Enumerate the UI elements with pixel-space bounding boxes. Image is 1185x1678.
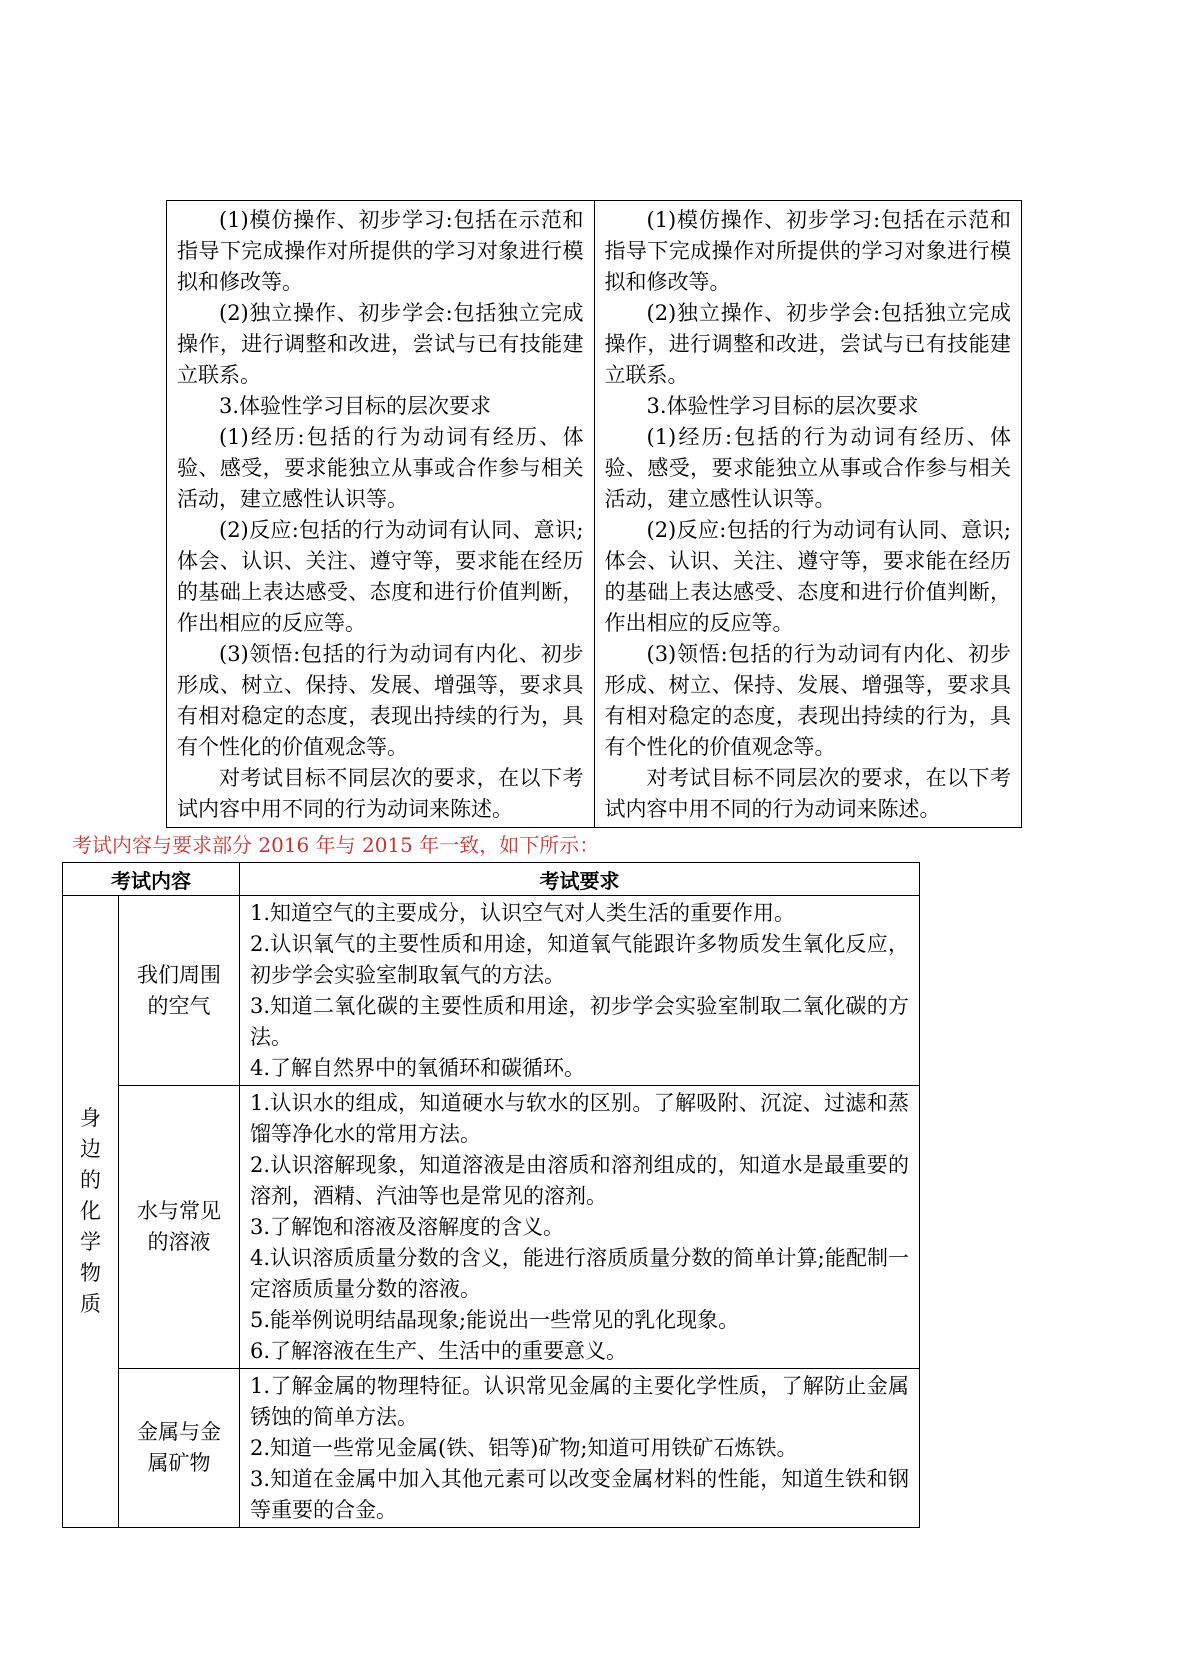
paragraph: (1)模仿操作、初步学习:包括在示范和指导下完成操作对所提供的学习对象进行模拟和修改等。 bbox=[604, 208, 1011, 294]
paragraph: 3.体验性学习目标的层次要求 bbox=[646, 394, 919, 418]
exam-table-header bbox=[63, 863, 920, 896]
requirement-item: 3.了解饱和溶液及溶解度的含义。 bbox=[250, 1215, 565, 1239]
requirement-item: 1.认识水的组成，知道硬水与软水的区别。了解吸附、沉淀、过滤和蒸馏等净化水的常用方法。 bbox=[250, 1091, 909, 1146]
paragraph: (2)反应:包括的行为动词有认同、意识;体会、认识、关注、遵守等，要求能在经历的基础上表达感受、态度和进行价值判断，作出相应的反应等。 bbox=[604, 518, 1011, 635]
requirement-item: 4.了解自然界中的氧循环和碳循环。 bbox=[250, 1056, 586, 1080]
paragraph: 对考试目标不同层次的要求，在以下考试内容中用不同的行为动词来陈述。 bbox=[177, 766, 584, 821]
requirement-cell bbox=[240, 1086, 920, 1369]
requirement-item: 3.知道在金属中加入其他元素可以改变金属材料的性能，知道生铁和钢等重要的合金。 bbox=[250, 1467, 909, 1522]
requirement-item: 2.认识氧气的主要性质和用途，知道氧气能跟许多物质发生氧化反应，初步学会实验室制取氧气的方法。 bbox=[250, 932, 909, 987]
category-cell bbox=[63, 896, 119, 1528]
paragraph: (3)领悟:包括的行为动词有内化、初步形成、树立、保持、发展、增强等，要求具有相对稳定的态度，表现出持续的行为，具有个性化的价值观念等。 bbox=[604, 642, 1011, 759]
table-row bbox=[63, 1369, 920, 1528]
comparison-table bbox=[166, 200, 1022, 828]
topic-cell: 我们周围的空气 bbox=[119, 896, 240, 1086]
requirement-item: 2.知道一些常见金属(铁、铝等)矿物;知道可用铁矿石炼铁。 bbox=[250, 1436, 798, 1460]
header-exam-content: 考试内容 bbox=[63, 863, 240, 896]
paragraph: (1)经历:包括的行为动词有经历、体验、感受，要求能独立从事或合作参与相关活动，建立感性认识等。 bbox=[177, 425, 584, 511]
table-row bbox=[63, 1086, 920, 1369]
requirement-item: 1.了解金属的物理特征。认识常见金属的主要化学性质，了解防止金属锈蚀的简单方法。 bbox=[250, 1374, 909, 1429]
paragraph: (2)独立操作、初步学会:包括独立完成操作，进行调整和改进，尝试与已有技能建立联系。 bbox=[177, 301, 584, 387]
requirement-cell bbox=[240, 896, 920, 1086]
paragraph: (3)领悟:包括的行为动词有内化、初步形成、树立、保持、发展、增强等，要求具有相对稳定的态度，表现出持续的行为，具有个性化的价值观念等。 bbox=[177, 642, 584, 759]
requirement-item: 6.了解溶液在生产、生活中的重要意义。 bbox=[250, 1339, 628, 1363]
requirement-item: 3.知道二氧化碳的主要性质和用途，初步学会实验室制取二氧化碳的方法。 bbox=[250, 994, 909, 1049]
comparison-column-right bbox=[594, 201, 1022, 828]
paragraph: (1)模仿操作、初步学习:包括在示范和指导下完成操作对所提供的学习对象进行模拟和修改等。 bbox=[177, 208, 584, 294]
paragraph: (2)独立操作、初步学会:包括独立完成操作，进行调整和改进，尝试与已有技能建立联系。 bbox=[604, 301, 1011, 387]
paragraph: 3.体验性学习目标的层次要求 bbox=[219, 394, 492, 418]
category-label: 身边的化学物质 bbox=[80, 1106, 101, 1316]
requirement-item: 5.能举例说明结晶现象;能说出一些常见的乳化现象。 bbox=[250, 1308, 740, 1332]
requirement-cell bbox=[240, 1369, 920, 1528]
table-row bbox=[63, 896, 920, 1086]
paragraph: (2)反应:包括的行为动词有认同、意识;体会、认识、关注、遵守等，要求能在经历的基础上表达感受、态度和进行价值判断，作出相应的反应等。 bbox=[177, 518, 584, 635]
requirement-item: 4.认识溶质质量分数的含义，能进行溶质质量分数的简单计算;能配制一定溶质质量分数的溶液。 bbox=[250, 1246, 909, 1301]
topic-cell: 金属与金属矿物 bbox=[119, 1369, 240, 1528]
header-exam-requirement: 考试要求 bbox=[240, 863, 920, 896]
paragraph: 对考试目标不同层次的要求，在以下考试内容中用不同的行为动词来陈述。 bbox=[604, 766, 1011, 821]
comparison-row bbox=[167, 201, 1022, 828]
requirement-item: 2.认识溶解现象，知道溶液是由溶质和溶剂组成的，知道水是最重要的溶剂，酒精、汽油等也是常见的溶剂。 bbox=[250, 1153, 909, 1208]
red-note: 考试内容与要求部分 2016 年与 2015 年一致，如下所示： bbox=[72, 833, 600, 857]
topic-cell: 水与常见的溶液 bbox=[119, 1086, 240, 1369]
comparison-column-left bbox=[167, 201, 595, 828]
paragraph: (1)经历:包括的行为动词有经历、体验、感受，要求能独立从事或合作参与相关活动，建立感性认识等。 bbox=[604, 425, 1011, 511]
exam-table bbox=[62, 862, 920, 1528]
requirement-item: 1.知道空气的主要成分，认识空气对人类生活的重要作用。 bbox=[250, 901, 796, 925]
